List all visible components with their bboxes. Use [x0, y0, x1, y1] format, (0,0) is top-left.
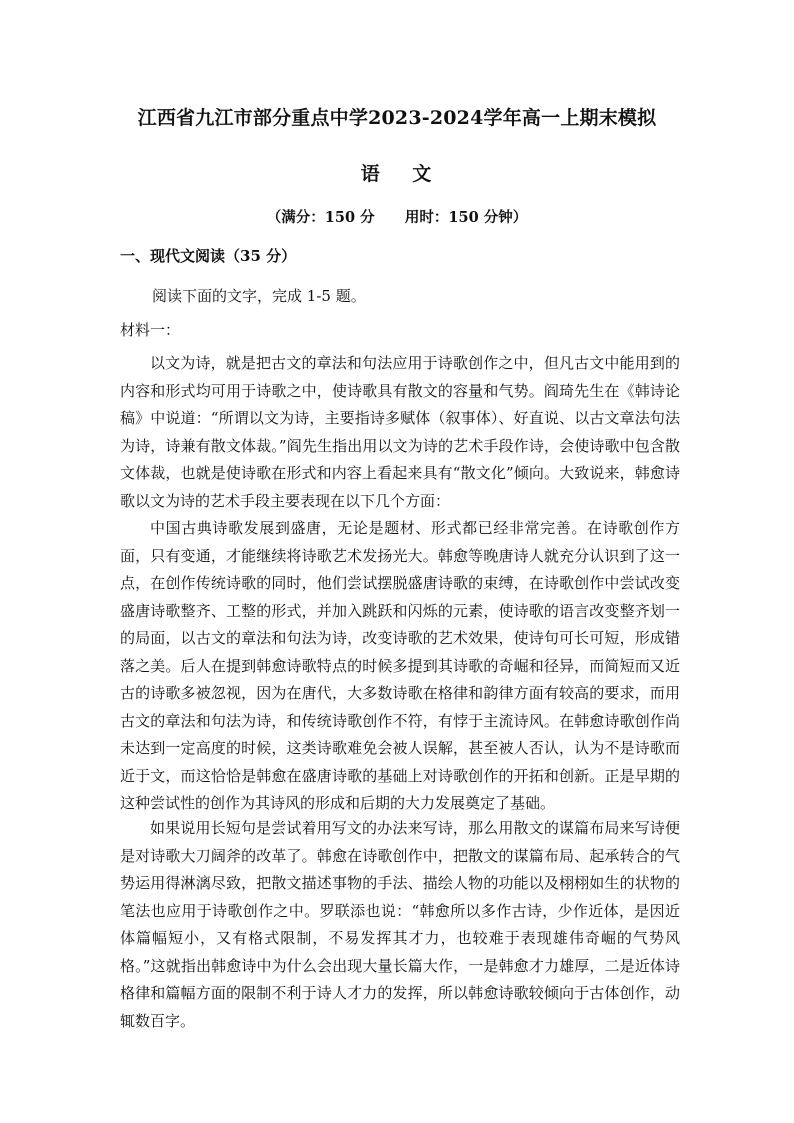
reading-instruction: 阅读下面的文字，完成 1-5 题。: [152, 287, 366, 305]
subject-heading: 语 文: [360, 163, 434, 185]
document-title: 江西省九江市部分重点中学2023-2024学年高一上期末模拟: [137, 107, 657, 129]
material-label: 材料一：: [120, 321, 181, 339]
section-heading: 一、现代文阅读（35 分）: [120, 247, 297, 265]
paragraph-1: 以文为诗，就是把古文的章法和句法应用于诗歌创作之中，但凡古文中能用到的内容和形式均可用于诗歌之中，使诗歌具有散文的容量和气势。阎琦先生在《韩诗论稿》中说道：“所谓以文为诗，主要指诗多赋体（叙事体）、好直说、以古文章法句法为诗，诗兼有散文体裁。”阎先生指出用以文为诗的艺术手段作诗，会使诗歌中包含散文体裁，也就是使诗歌在形式和内容上看起来具有“散文化”倾向。大致说来，韩愈诗歌以文为诗的艺术手段主要表现在以下几个方面：: [120, 354, 680, 510]
paragraph-2: 中国古典诗歌发展到盛唐，无论是题材、形式都已经非常完善。在诗歌创作方面，只有变通，才能继续将诗歌艺术发扬光大。韩愈等晚唐诗人就充分认识到了这一点，在创作传统诗歌的同时，他们尝试摆脱盛唐诗歌的束缚，在诗歌创作中尝试改变盛唐诗歌整齐、工整的形式，并加入跳跃和闪烁的元素，使诗歌的语言改变整齐划一的局面，以古文的章法和句法为诗，改变诗歌的艺术效果，使诗句可长可短，形成错落之美。后人在提到韩愈诗歌特点的时候多提到其诗歌的奇崛和径异，而简短而又近古的诗歌多被忽视，因为在唐代，大多数诗歌在格律和韵律方面有较高的要求，而用古文的章法和句法为诗，和传统诗歌创作不符，有悖于主流诗风。在韩愈诗歌创作尚未达到一定高度的时候，这类诗歌难免会被人误解，甚至被人否认，认为不是诗歌而近于文，而这恰恰是韩愈在盛唐诗歌的基础上对诗歌创作的开拓和创新。正是早期的这种尝试性的创作为其诗风的形成和后期的大力发展奠定了基础。: [120, 519, 680, 812]
exam-meta: （满分：150 分 用时：150 分钟）: [266, 209, 528, 226]
paragraph-3: 如果说用长短句是尝试着用写文的办法来写诗，那么用散文的谋篇布局来写诗便是对诗歌大刀阔斧的改革了。韩愈在诗歌创作中，把散文的谋篇布局、起承转合的气势运用得淋漓尽致，把散文描述事物的手法、描绘人物的功能以及栩栩如生的状物的笔法也应用于诗歌创作之中。罗联添也说：“韩愈所以多作古诗，少作近体，是因近体篇幅短小，又有格式限制，不易发挥其才力，也较难于表现雄伟奇崛的气势风格。”这就指出韩愈诗中为什么会出现大量长篇大作，一是韩愈才力雄厚，二是近体诗格律和篇幅方面的限制不利于诗人才力的发挥，所以韩愈诗歌较倾向于古体创作，动辄数百字。: [120, 819, 680, 1030]
